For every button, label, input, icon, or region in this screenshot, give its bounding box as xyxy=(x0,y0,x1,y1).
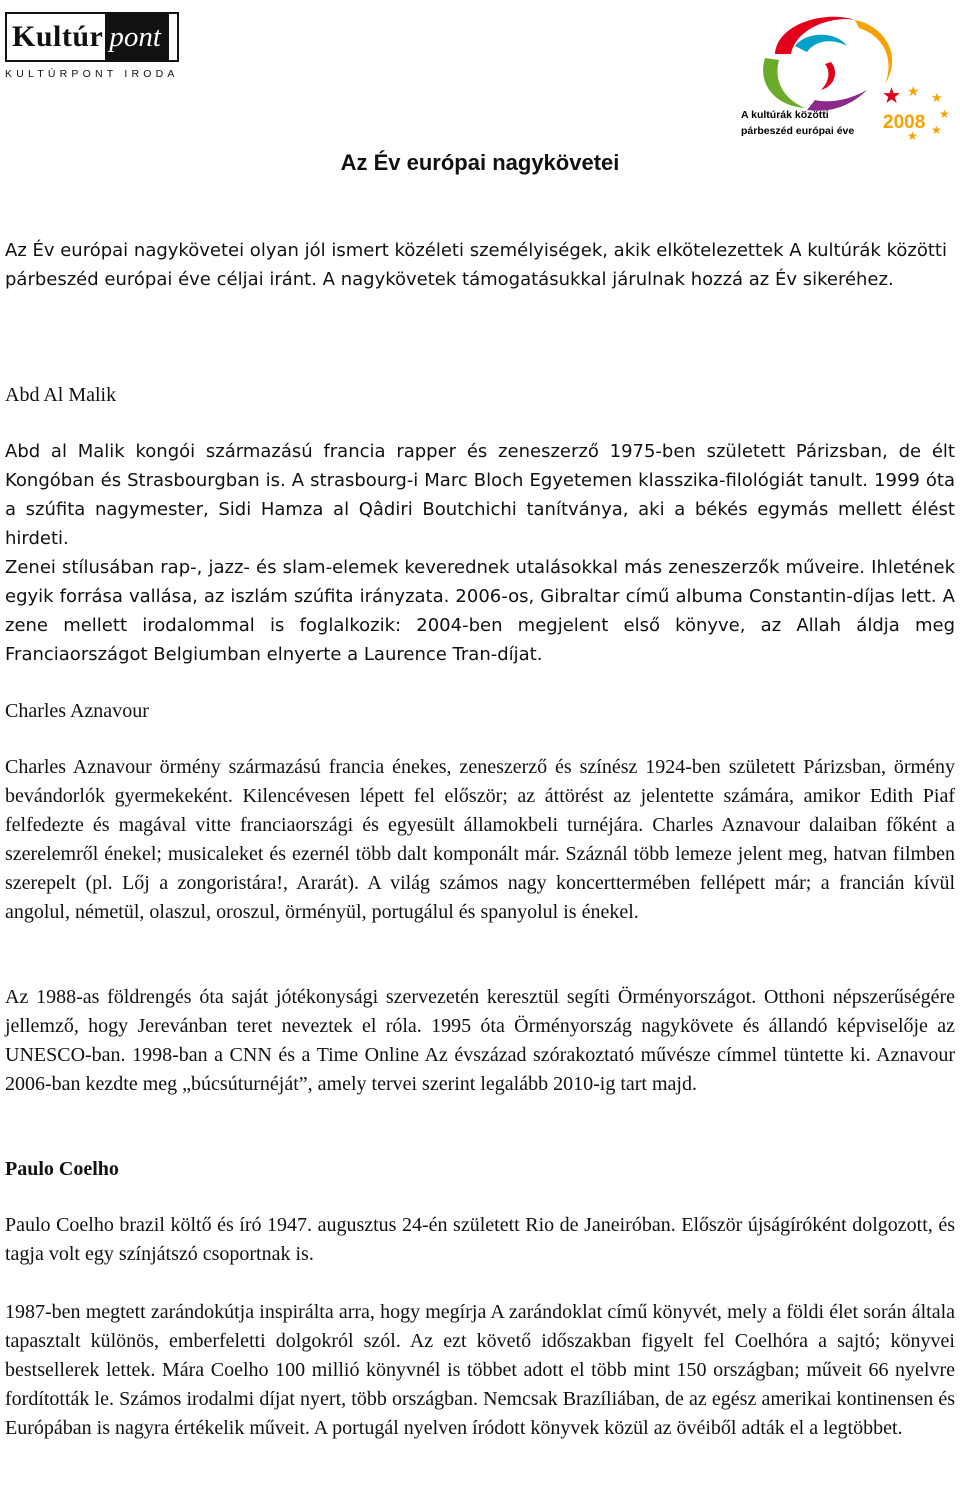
section-abd-al-malik-paragraph-1: Abd al Malik kongói származású francia rapper és zeneszerző 1975-ben született Párizsban, de élt Kongóban és Strasbourgban is. A strasbourg-i Marc Bloch Egyetemen klasszika-filológiát tanult. 1999 óta a szúfita nagymester, Sidi Hamza al Qâdiri Boutchichi tanítványa, aki a békés egymás mellett élést hirdeti. xyxy=(5,441,955,549)
page-title: Az Év európai nagykövetei xyxy=(340,150,620,175)
svg-text:★: ★ xyxy=(931,123,942,137)
section-heading-paulo-coelho: Paulo Coelho xyxy=(5,1158,119,1180)
year-logo-line1: A kultúrák közötti xyxy=(741,109,829,121)
svg-text:★: ★ xyxy=(939,107,950,121)
intro-paragraph: Az Év európai nagykövetei olyan jól ismert közéleti személyiségek, akik elkötelezettek A kultúrák közötti párbeszéd európai éve céljai iránt. A nagykövetek támogatásukkal járulnak hozzá az Év sikeréhez. xyxy=(5,240,947,290)
section-coelho-paragraph-1: Paulo Coelho brazil költő és író 1947. augusztus 24-én született Rio de Janeiróban. Először újságíróként dolgozott, és tagja volt egy színjátszó csoportnak is. xyxy=(5,1214,955,1265)
svg-text:★: ★ xyxy=(883,86,901,107)
svg-text:★: ★ xyxy=(931,90,943,105)
swirl-emblem-icon xyxy=(735,6,955,141)
kulturpont-logo xyxy=(5,12,179,80)
section-coelho-paragraph-2: 1987-ben megtett zarándokútja inspirálta arra, hogy megírja A zarándoklat című könyvét, mely a földi élet során általa tapasztalt különös, emberfeletti dolgokról szól. Az ezt követő időszakban figyelt fel Coelhóra a sajtó; könyvei bestsellerek lettek. Mára Coelho 100 millió könyvnél is többet adott el több mint 150 országban; műveit 66 nyelvre fordították le. Számos irodalmi díjat nyert, több országban. Nemcsak Brazíliában, de az egész amerikai kontinensen és Európában is nagyra értékelik műveit. A portugál nyelven íródott könyvek közül az övéiből adták el a legtöbbet. xyxy=(5,1301,955,1439)
section-heading-abd-al-malik: Abd Al Malik xyxy=(5,384,117,406)
kulturpont-logo-box xyxy=(5,12,179,62)
section-aznavour-paragraph-2: Az 1988-as földrengés óta saját jótékonysági szervezetén keresztül segíti Örményországot. Otthoni népszerűségére jellemző, hogy Jerevánban teret neveztek el róla. 1995 óta Örményország nagykövete és állandó képviselője az UNESCO-ban. 1998-ban a CNN és a Time Online Az évszázad szórakoztató művésze címmel tüntette ki. Aznavour 2006-ban kezdte meg „búcsúturnéját”, amely tervei szerint legalább 2010-ig tart majd. xyxy=(5,986,955,1095)
svg-text:★: ★ xyxy=(907,83,920,99)
section-abd-al-malik-paragraph-2: Zenei stílusában rap-, jazz- és slam-elemek keverednek utalásokkal más zeneszerzők műveire. Ihletének egyik forrása vallása, az iszlám szúfita irányzata. 2006-os, Gibraltar című albuma Constantin-díjas lett. A zene mellett irodalommal is foglalkozik: 2004-ben megjelent első könyve, az Allah áldja meg Franciaországot Belgiumban elnyerte a Laurence Tran-díjat. xyxy=(5,557,955,665)
kulturpont-logo-main: Kultúr xyxy=(12,20,104,53)
kulturpont-logo-subtitle: KULTÚRPONT IRODA xyxy=(5,68,179,80)
year-logo-line2: párbeszéd európai éve xyxy=(741,125,855,137)
intercultural-dialogue-year-logo xyxy=(735,6,955,141)
section-heading-charles-aznavour: Charles Aznavour xyxy=(5,700,149,722)
section-aznavour-paragraph-1: Charles Aznavour örmény származású francia énekes, zeneszerző és színész 1924-ben született Párizsban, örmény bevándorlók gyermekeként. Kilencévesen lépett fel először; az áttörést az jelentette számára, amikor Edith Piaf felfedezte és magával vitte franciaországi és egyesült államokbeli turnéjára. Charles Aznavour dalaiban főként a szerelemről énekel; musicaleket és ezernél több dalt komponált már. Száznál több lemeze jelent meg, hatvan filmben szerepelt (pl. Lőj a zongoristára!, Ararát). A világ számos nagy koncerttermében fellépett már; a francián kívül angolul, németül, olaszul, oroszul, örményül, portugálul és spanyolul is énekel. xyxy=(5,756,955,923)
year-2008: 2008 xyxy=(883,112,926,133)
kulturpont-logo-accent: pont xyxy=(105,14,169,60)
svg-text:★: ★ xyxy=(907,129,918,141)
